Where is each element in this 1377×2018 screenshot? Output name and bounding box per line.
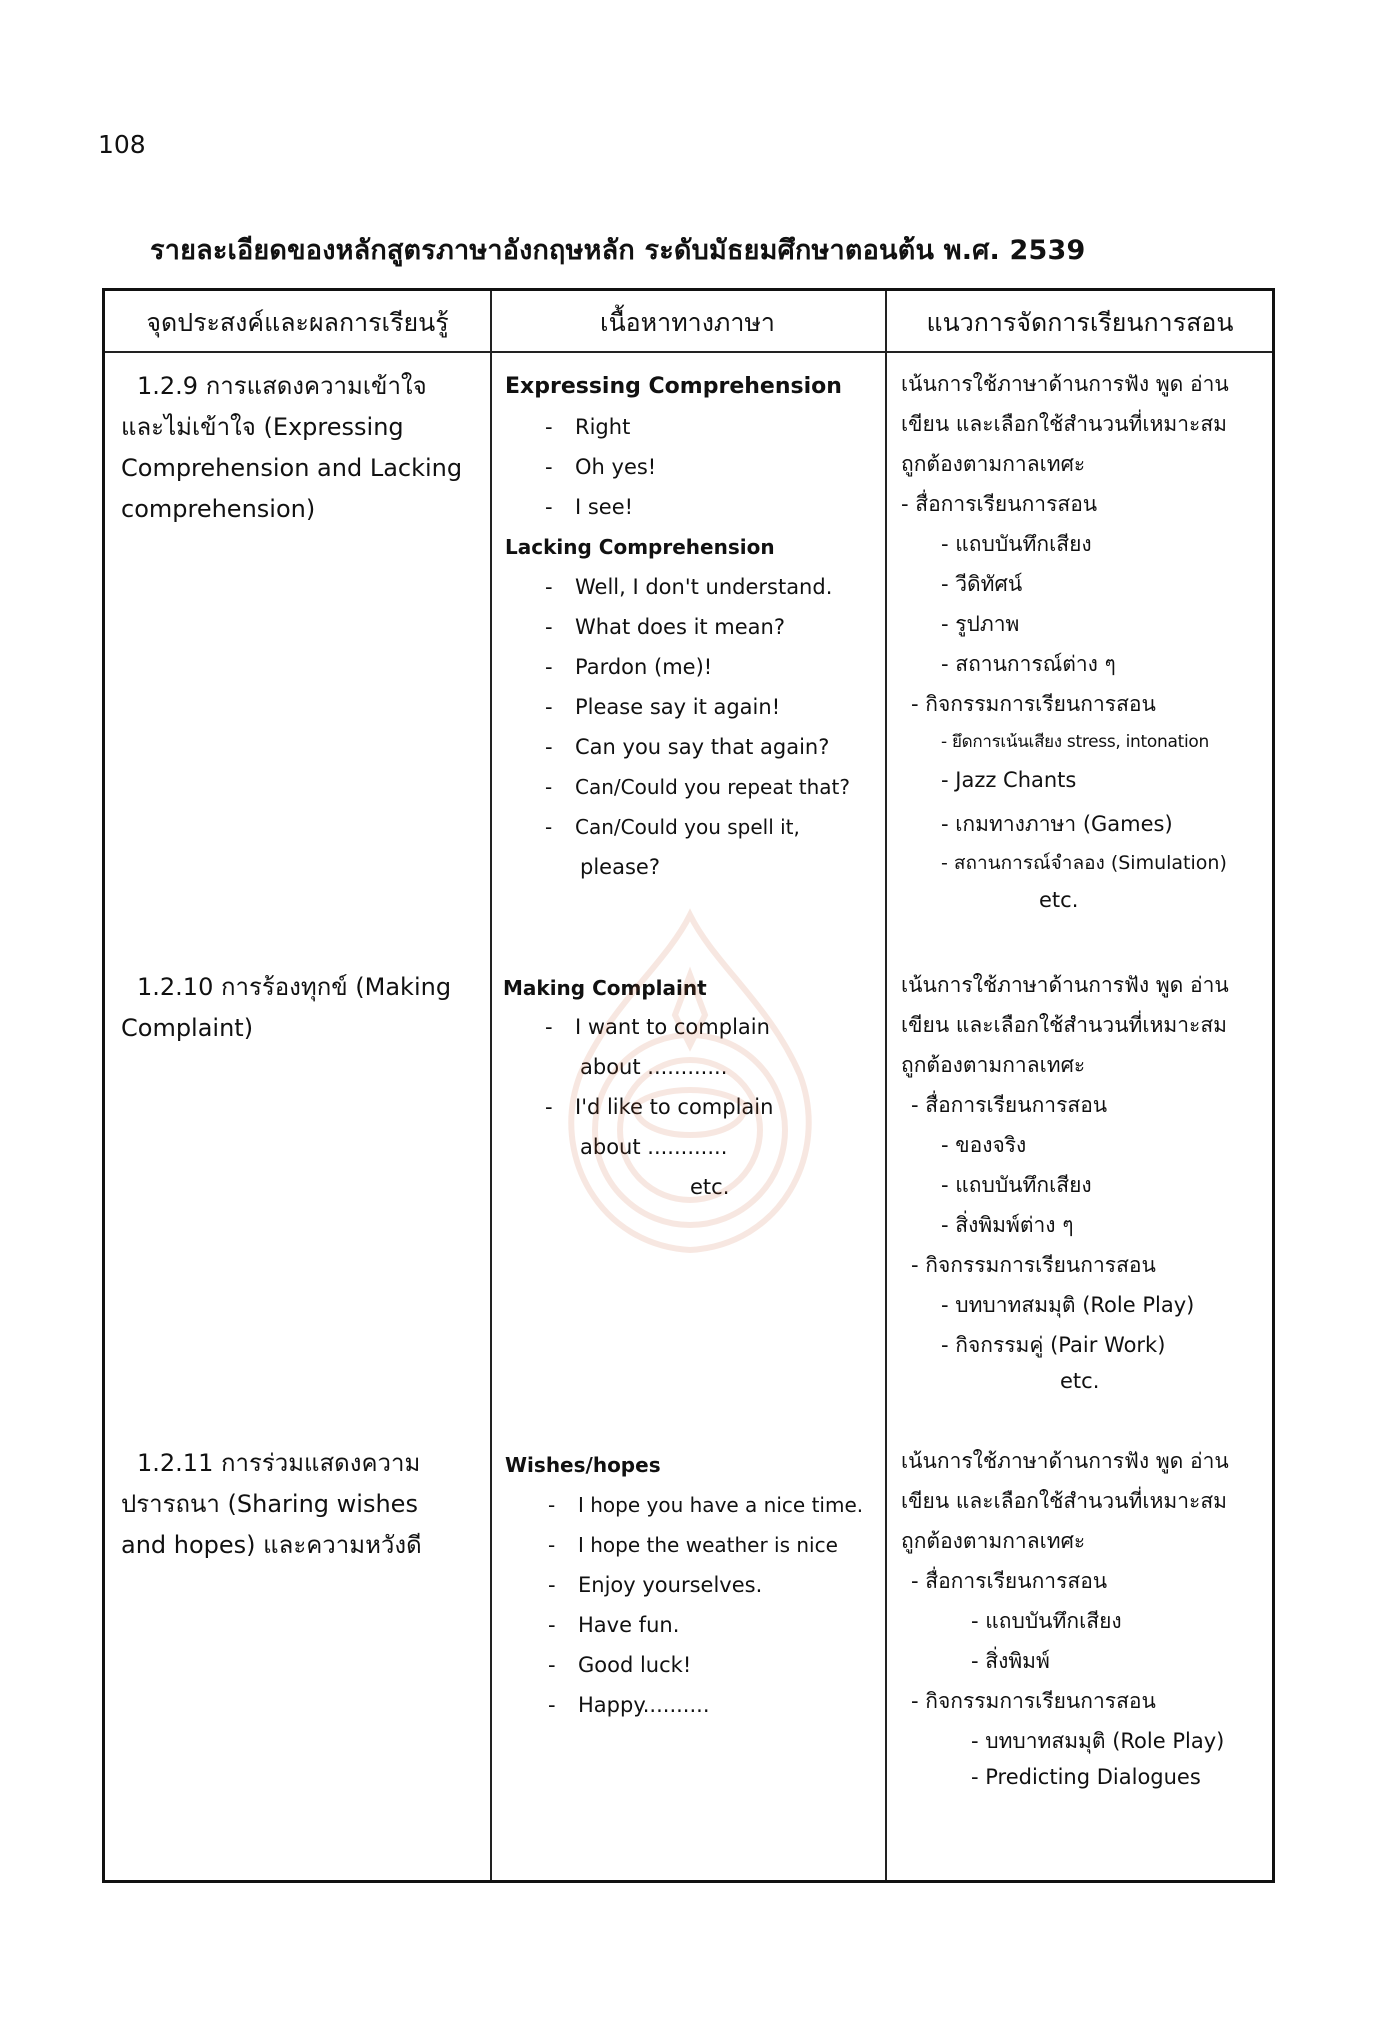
content-item: - I hope you have a nice time. — [548, 1493, 864, 1517]
objective-line: Complaint) — [121, 1014, 254, 1042]
method-line: - สื่อการเรียนการสอน — [911, 1569, 1108, 1593]
objective-line: and hopes) และความหวังดี — [121, 1531, 422, 1559]
method-line: - สถานการณ์จำลอง (Simulation) — [941, 852, 1227, 874]
content-item: - What does it mean? — [545, 615, 786, 639]
content-item: - Oh yes! — [545, 455, 657, 479]
objective-line: 1.2.9 การแสดงความเข้าใจ — [137, 372, 427, 400]
content-item: - Can/Could you spell it, — [545, 815, 800, 839]
method-line: เน้นการใช้ภาษาด้านการฟัง พูด อ่าน — [901, 973, 1229, 997]
method-line: - สิ่งพิมพ์ต่าง ๆ — [941, 1213, 1074, 1237]
column-divider — [490, 291, 492, 1880]
method-line: ถูกต้องตามกาลเทศะ — [901, 452, 1086, 476]
content-item: - Pardon (me)! — [545, 655, 713, 679]
method-line: - กิจกรรมการเรียนการสอน — [911, 1253, 1156, 1277]
method-line: - สื่อการเรียนการสอน — [911, 1093, 1108, 1117]
objective-line: comprehension) — [121, 495, 316, 523]
method-line: etc. — [1060, 1369, 1100, 1393]
document-title: รายละเอียดของหลักสูตรภาษาอังกฤษหลัก ระดับมัธยมศึกษาตอนต้น พ.ศ. 2539 — [150, 235, 1086, 266]
method-line: - เกมทางภาษา (Games) — [941, 812, 1173, 836]
method-line: - Jazz Chants — [941, 768, 1077, 792]
content-item: - Please say it again! — [545, 695, 781, 719]
content-item: - Happy.......... — [548, 1693, 710, 1717]
method-line: - สิ่งพิมพ์ — [971, 1649, 1050, 1673]
method-line: - ของจริง — [941, 1133, 1027, 1157]
method-line: - บทบาทสมมุติ (Role Play) — [971, 1729, 1225, 1753]
method-line: - บทบาทสมมุติ (Role Play) — [941, 1293, 1195, 1317]
method-line: - สถานการณ์ต่าง ๆ — [941, 652, 1116, 676]
objective-line: ปรารถนา (Sharing wishes — [121, 1490, 418, 1518]
method-line: เน้นการใช้ภาษาด้านการฟัง พูด อ่าน — [901, 372, 1229, 396]
content-heading: Wishes/hopes — [505, 1453, 661, 1477]
page-number: 108 — [98, 130, 146, 159]
objective-line: 1.2.10 การร้องทุกข์ (Making — [137, 973, 452, 1001]
content-heading: Making Complaint — [503, 976, 707, 1000]
method-line: ถูกต้องตามกาลเทศะ — [901, 1529, 1086, 1553]
content-item: - Good luck! — [548, 1653, 692, 1677]
content-heading: Lacking Comprehension — [505, 535, 775, 559]
objective-line: 1.2.11 การร่วมแสดงความ — [137, 1449, 421, 1477]
header-divider — [105, 351, 1272, 353]
method-line: - รูปภาพ — [941, 612, 1020, 636]
content-item: about ............ — [580, 1135, 728, 1159]
method-line: - กิจกรรมการเรียนการสอน — [911, 1689, 1156, 1713]
content-trailer: etc. — [690, 1175, 730, 1199]
content-item: - Well, I don't understand. — [545, 575, 833, 599]
content-item: - I hope the weather is nice — [548, 1533, 838, 1557]
content-item: - Enjoy yourselves. — [548, 1573, 763, 1597]
header-objectives: จุดประสงค์และผลการเรียนรู้ — [146, 308, 449, 337]
content-heading: Expressing Comprehension — [505, 374, 842, 399]
content-item: - Right — [545, 415, 631, 439]
method-line: เขียน และเลือกใช้สำนวนที่เหมาะสม — [901, 1013, 1227, 1037]
column-divider — [885, 291, 887, 1880]
content-item: - Can you say that again? — [545, 735, 830, 759]
content-item: - Have fun. — [548, 1613, 680, 1637]
method-line: - แถบบันทึกเสียง — [941, 532, 1092, 556]
objective-line: และไม่เข้าใจ (Expressing — [121, 413, 404, 441]
content-item: - I want to complain — [545, 1015, 770, 1039]
method-line: - กิจกรรมคู่ (Pair Work) — [941, 1333, 1166, 1357]
method-line: - วีดิทัศน์ — [941, 572, 1023, 596]
method-line: - กิจกรรมการเรียนการสอน — [911, 692, 1156, 716]
content-item: about ............ — [580, 1055, 728, 1079]
method-line: ถูกต้องตามกาลเทศะ — [901, 1053, 1086, 1077]
content-item: - Can/Could you repeat that? — [545, 775, 850, 799]
header-teaching-guidelines: แนวการจัดการเรียนการสอน — [926, 308, 1234, 337]
method-line: etc. — [1039, 888, 1079, 912]
method-line: เขียน และเลือกใช้สำนวนที่เหมาะสม — [901, 412, 1227, 436]
method-line: เขียน และเลือกใช้สำนวนที่เหมาะสม — [901, 1489, 1227, 1513]
method-line: - ยึดการเน้นเสียง stress, intonation — [941, 732, 1209, 752]
method-line: - Predicting Dialogues — [971, 1765, 1201, 1789]
seal-icon — [540, 905, 840, 1265]
method-line: - แถบบันทึกเสียง — [941, 1173, 1092, 1197]
content-item: - I see! — [545, 495, 634, 519]
method-line: - แถบบันทึกเสียง — [971, 1609, 1122, 1633]
objective-line: Comprehension and Lacking — [121, 454, 463, 482]
content-item: - I'd like to complain — [545, 1095, 774, 1119]
method-line: - สื่อการเรียนการสอน — [901, 492, 1098, 516]
header-language-content: เนื้อหาทางภาษา — [600, 308, 775, 337]
content-item: please? — [580, 855, 660, 879]
method-line: เน้นการใช้ภาษาด้านการฟัง พูด อ่าน — [901, 1449, 1229, 1473]
